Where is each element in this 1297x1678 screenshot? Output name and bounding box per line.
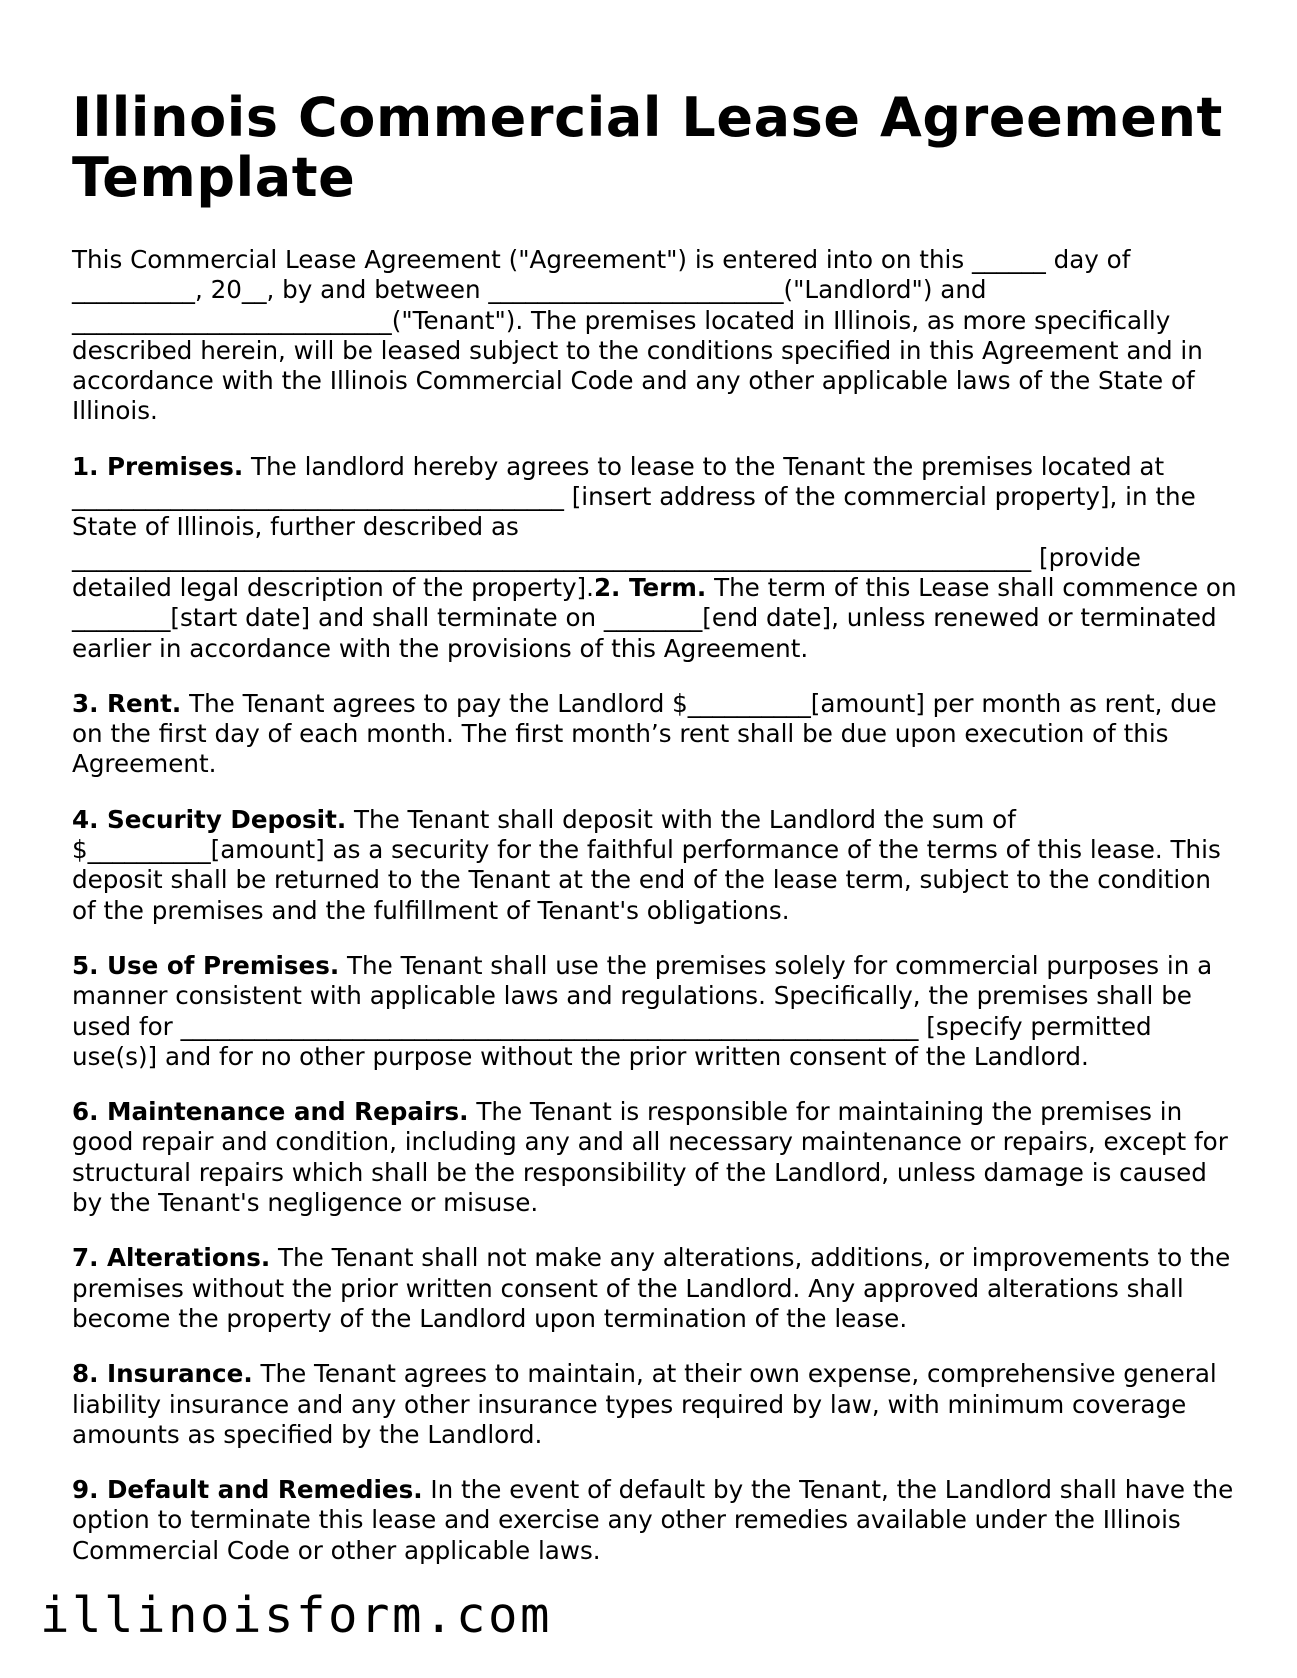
document-body bbox=[72, 245, 1242, 1591]
section-heading: 8. Insurance. bbox=[72, 1359, 253, 1389]
section-text: The landlord hereby agrees to lease to the Tenant the premises located at ________________________________________ [insert address of the commercial property], in the State of Illinois, further described as ______________________________________________________________________________ [provide detailed legal description of the property]. bbox=[72, 451, 1196, 602]
intro-paragraph: This Commercial Lease Agreement ("Agreement") is entered into on this ______ day of __________, 20__, by and between ________________________("Landlord") and __________________________("Tenant"). The premises located in Illinois, as more specifically described herein, will be leased subject to the conditions specified in this Agreement and in accordance with the Illinois Commercial Code and any other applicable laws of the State of Illinois. bbox=[72, 245, 1203, 426]
watermark: illinoisform.com bbox=[40, 1587, 553, 1644]
section-text: The Tenant shall use the premises solely for commercial purposes in a manner consistent with applicable laws and regulations. Specifically, the premises shall be used for ____________________________________________________________ [specify permitted use(s)] and for no other purpose without the prior written consent of the Landlord. bbox=[72, 950, 1213, 1071]
section-heading: 5. Use of Premises. bbox=[72, 950, 340, 980]
section-heading: 4. Security Deposit. bbox=[72, 804, 347, 834]
section-text: The term of this Lease shall commence on ________[start date] and shall terminate on ________[end date], unless renewed or terminated earlier in accordance with the provisions of this Agreement. bbox=[72, 572, 1237, 663]
section-premises-term bbox=[72, 452, 1242, 664]
section-rent bbox=[72, 689, 1242, 780]
section-heading: 3. Rent. bbox=[72, 688, 182, 718]
section-use-of-premises bbox=[72, 951, 1242, 1072]
section-heading: 7. Alterations. bbox=[72, 1243, 271, 1273]
section-text: The Tenant is responsible for maintaining the premises in good repair and condition, including any and all necessary maintenance or repairs, except for structural repairs which shall be the responsibility of the Landlord, unless damage is caused by the Tenant's negligence or misuse. bbox=[72, 1097, 1228, 1218]
section-heading: 9. Default and Remedies. bbox=[72, 1475, 423, 1505]
section-text: The Tenant agrees to maintain, at their own expense, comprehensive general liability insurance and any other insurance types required by law, with minimum coverage amounts as specified by the Landlord. bbox=[72, 1359, 1217, 1449]
section-default-remedies bbox=[72, 1475, 1242, 1566]
section-maintenance bbox=[72, 1097, 1242, 1218]
section-text: In the event of default by the Tenant, the Landlord shall have the option to terminate this lease and exercise any other remedies available under the Illinois Commercial Code or other applicable laws. bbox=[72, 1475, 1234, 1565]
section-heading: 2. Term. bbox=[593, 572, 707, 602]
section-text: The Tenant agrees to pay the Landlord $__________[amount] per month as rent, due on the first day of each month. The first month’s rent shall be due upon execution of this Agreement. bbox=[72, 688, 1217, 779]
section-text: The Tenant shall deposit with the Landlord the sum of $__________[amount] as a security for the faithful performance of the terms of this lease. This deposit shall be returned to the Tenant at the end of the lease term, subject to the condition of the premises and the fulfillment of Tenant's obligations. bbox=[72, 804, 1221, 925]
section-heading: 1. Premises. bbox=[72, 451, 244, 481]
section-heading: 6. Maintenance and Repairs. bbox=[72, 1097, 469, 1127]
section-insurance bbox=[72, 1359, 1242, 1450]
section-security-deposit bbox=[72, 805, 1242, 926]
page-title: Illinois Commercial Lease Agreement Template bbox=[72, 86, 1223, 209]
section-text: The Tenant shall not make any alterations, additions, or improvements to the premises without the prior written consent of the Landlord. Any approved alterations shall become the property of the Landlord upon termination of the lease. bbox=[72, 1243, 1231, 1333]
section-alterations bbox=[72, 1243, 1242, 1334]
